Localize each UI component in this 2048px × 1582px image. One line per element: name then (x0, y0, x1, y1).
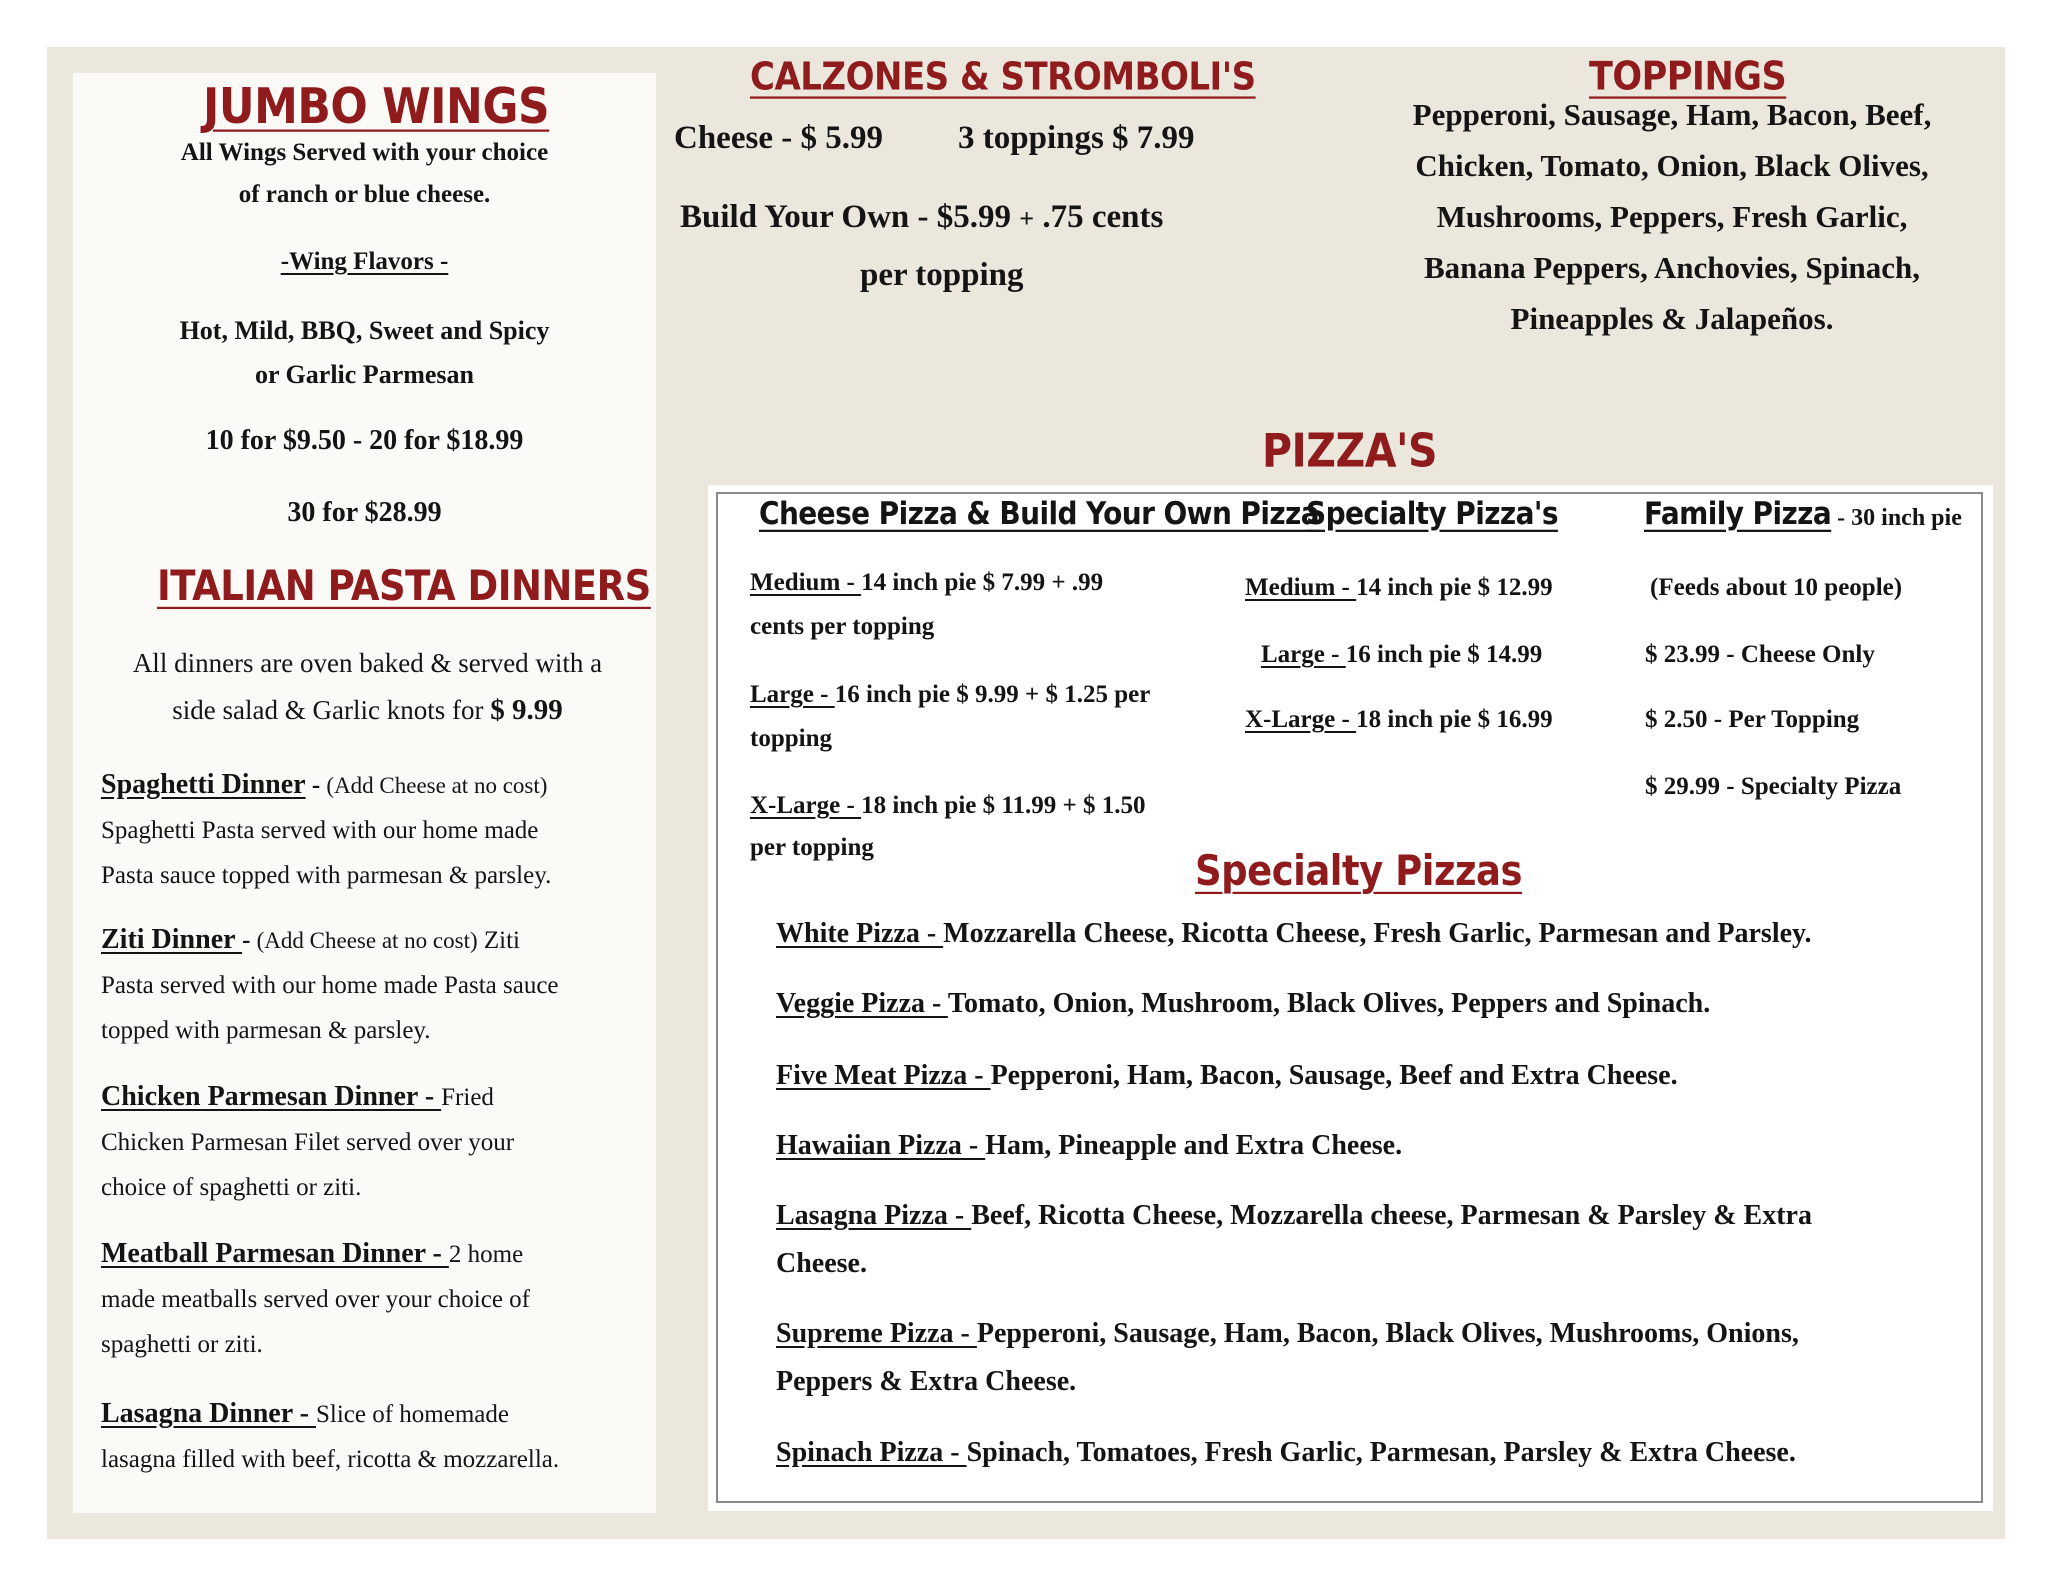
dinner-sep: - (242, 927, 257, 954)
cheese-large-label: Large - (750, 681, 835, 708)
wings-title: JUMBO WINGS (203, 78, 550, 136)
dinner-item-spaghetti (101, 762, 646, 898)
pasta-intro-line2: side salad & Garlic knots for (172, 695, 491, 725)
dinner-name: Ziti Dinner (101, 924, 243, 955)
dinner-item-ziti (101, 917, 646, 1053)
specialty-item-desc: Pepperoni, Ham, Bacon, Sausage, Beef and Extra Cheese. (990, 1060, 1678, 1091)
cheese-medium-price: 14 inch pie $ 7.99 + .99 (861, 569, 1104, 596)
dinner-name: Chicken Parmesan Dinner - (101, 1081, 442, 1112)
family-pizza-heading-line (1644, 495, 1962, 532)
specialty-item-name: White Pizza - (776, 918, 944, 949)
cheese-xlarge-line (750, 784, 1146, 828)
calzone-build-own-line1 (680, 199, 1163, 236)
calzone-plus-sign: + (1019, 204, 1035, 233)
pasta-intro (90, 640, 645, 734)
wings-served-line1: All Wings Served with your choice (180, 139, 549, 166)
specialty-item-desc2: Peppers & Extra Cheese. (776, 1366, 1077, 1397)
dinner-line1 (101, 762, 646, 808)
dinner-sep: - (305, 772, 327, 799)
family-feeds: (Feeds about 10 people) (1650, 574, 1903, 601)
toppings-title: TOPPINGS (1589, 55, 1787, 100)
dinner-item-chicken-parmesan (101, 1074, 646, 1210)
cheese-large-line (750, 673, 1150, 717)
specialty-item-desc: Tomato, Onion, Mushroom, Black Olives, Peppers and Spinach. (947, 988, 1711, 1019)
dinner-desc-line3: topped with parmesan & parsley. (101, 1017, 431, 1044)
calzones-title: CALZONES & STROMBOLI'S (750, 55, 1256, 100)
pizzas-title: PIZZA'S (1262, 424, 1438, 478)
dinner-desc-line1: Fried (441, 1084, 494, 1111)
specialty-item-name: Supreme Pizza - (776, 1318, 977, 1349)
wing-price-line1: 10 for $9.50 - 20 for $18.99 (205, 425, 524, 456)
specialty-medium-line (1245, 566, 1553, 610)
specialty-item-desc: Pepperoni, Sausage, Ham, Bacon, Black Olives, Mushrooms, Onions, (976, 1318, 1799, 1349)
calzone-3-toppings-price: 3 toppings $ 7.99 (958, 120, 1195, 156)
specialty-item-spinach (776, 1429, 1976, 1477)
dinner-item-lasagna (101, 1391, 646, 1482)
specialty-xlarge-label: X-Large - (1245, 706, 1357, 733)
specialty-item-veggie (776, 980, 1976, 1028)
dinner-note: (Add Cheese at no cost) (326, 773, 548, 798)
wing-price-line2: 30 for $28.99 (287, 497, 442, 528)
family-cheese-only: $ 23.99 - Cheese Only (1645, 641, 1875, 668)
specialty-large-price: 16 inch pie $ 14.99 (1345, 641, 1543, 668)
specialty-item-desc2: Cheese. (776, 1248, 867, 1279)
specialty-medium-price: 14 inch pie $ 12.99 (1356, 574, 1553, 601)
specialty-item-desc: Ham, Pineapple and Extra Cheese. (985, 1130, 1403, 1161)
specialty-pizzas-title: Specialty Pizzas (1195, 847, 1523, 896)
specialty-item-name: Spinach Pizza - (776, 1437, 967, 1468)
dinner-line1 (101, 1391, 646, 1437)
specialty-item-name: Hawaiian Pizza - (776, 1130, 986, 1161)
toppings-line4: Banana Peppers, Anchovies, Spinach, (1423, 250, 1921, 285)
specialty-item-five-meat (776, 1052, 1976, 1100)
toppings-line3: Mushrooms, Peppers, Fresh Garlic, (1436, 199, 1908, 234)
specialty-large-label: Large - (1261, 641, 1346, 668)
dinner-desc-line2: lasagna filled with beef, ricotta & mozzarella. (101, 1446, 560, 1473)
specialty-large-line (1261, 633, 1542, 677)
dinner-line1 (101, 1074, 646, 1120)
specialty-item-name: Veggie Pizza - (776, 988, 948, 1019)
dinner-desc-line2: Spaghetti Pasta served with our home made (101, 817, 539, 844)
specialty-item-desc: Beef, Ricotta Cheese, Mozzarella cheese, Parmesan & Parsley & Extra (971, 1200, 1812, 1231)
toppings-list (1362, 89, 1982, 344)
dinner-desc-line3: spaghetti or ziti. (101, 1331, 263, 1358)
dinner-name: Meatball Parmesan Dinner - (101, 1238, 449, 1269)
dinner-desc-line3: Pasta sauce topped with parmesan & parsley. (101, 862, 552, 889)
pasta-intro-price: $ 9.99 (490, 694, 563, 726)
calzone-build-own-line2: per topping (860, 257, 1024, 293)
toppings-line5: Pineapples & Jalapeños. (1510, 301, 1834, 336)
pasta-intro-line2-wrap (90, 687, 645, 734)
dinner-desc-line2: Pasta served with our home made Pasta sauce (101, 972, 559, 999)
dinner-note: (Add Cheese at no cost) (256, 928, 478, 953)
cheese-large-price: 16 inch pie $ 9.99 + $ 1.25 per (834, 681, 1151, 708)
dinner-line1 (101, 1231, 646, 1277)
specialty-item-hawaiian (776, 1122, 1976, 1170)
specialty-item-lasagna (776, 1192, 1976, 1288)
dinner-desc-line1: Slice of homemade (315, 1401, 509, 1428)
specialty-item-desc: Mozzarella Cheese, Ricotta Cheese, Fresh Garlic, Parmesan and Parsley. (943, 918, 1812, 949)
pasta-intro-line1: All dinners are oven baked & served with a (132, 648, 603, 678)
cheese-medium-line (750, 561, 1103, 605)
cheese-medium-cont: cents per topping (750, 613, 935, 640)
specialty-item-white (776, 910, 1976, 958)
family-pizza-size: - 30 inch pie (1831, 505, 1962, 531)
pasta-title: ITALIAN PASTA DINNERS (157, 562, 651, 611)
dinner-line1 (101, 917, 646, 963)
cheese-medium-label: Medium - (750, 569, 862, 596)
cheese-xlarge-label: X-Large - (750, 792, 862, 819)
specialty-item-desc: Spinach, Tomatoes, Fresh Garlic, Parmesan, Parsley & Extra Cheese. (966, 1437, 1796, 1468)
dinner-desc-line3: choice of spaghetti or ziti. (101, 1174, 362, 1201)
dinner-name: Spaghetti Dinner (101, 769, 306, 800)
dinner-desc-line2: Chicken Parmesan Filet served over your (101, 1129, 515, 1156)
wing-flavors-line1: Hot, Mild, BBQ, Sweet and Spicy (179, 316, 550, 345)
calzone-build-own-label: Build Your Own - $5.99 (680, 199, 1020, 235)
specialty-medium-label: Medium - (1245, 574, 1357, 601)
specialty-item-name: Five Meat Pizza - (776, 1060, 991, 1091)
calzone-build-own-extra: .75 cents (1034, 199, 1164, 235)
wings-served-line2: of ranch or blue cheese. (238, 181, 491, 208)
family-specialty: $ 29.99 - Specialty Pizza (1645, 773, 1902, 800)
specialty-item-line1 (776, 1310, 1976, 1358)
dinner-desc-line1: 2 home (448, 1241, 524, 1268)
cheese-xlarge-cont: per topping (750, 834, 874, 861)
specialty-item-name: Lasagna Pizza - (776, 1200, 972, 1231)
dinner-desc-line2: made meatballs served over your choice of (101, 1286, 530, 1313)
family-pizza-heading: Family Pizza (1644, 495, 1832, 532)
dinner-item-meatball-parmesan (101, 1231, 646, 1367)
dinner-desc-line1: Ziti (477, 927, 520, 954)
cheese-xlarge-price: 18 inch pie $ 11.99 + $ 1.50 (861, 792, 1146, 819)
specialty-item-supreme (776, 1310, 1976, 1406)
cheese-pizza-heading: Cheese Pizza & Build Your Own Pizza (759, 495, 1320, 532)
specialty-item-line1 (776, 1192, 1976, 1240)
toppings-line1: Pepperoni, Sausage, Ham, Bacon, Beef, (1412, 97, 1932, 132)
wing-flavors-label: -Wing Flavors - (280, 248, 449, 275)
family-per-topping: $ 2.50 - Per Topping (1645, 706, 1860, 733)
specialty-pizza-heading: Specialty Pizza's (1306, 495, 1558, 532)
toppings-line2: Chicken, Tomato, Onion, Black Olives, (1415, 148, 1929, 183)
wing-flavors-line2: or Garlic Parmesan (254, 360, 475, 389)
specialty-xlarge-line (1245, 698, 1553, 742)
dinner-name: Lasagna Dinner - (101, 1398, 316, 1429)
specialty-xlarge-price: 18 inch pie $ 16.99 (1356, 706, 1553, 733)
calzone-cheese-price: Cheese - $ 5.99 (674, 120, 883, 156)
cheese-large-cont: topping (750, 725, 832, 752)
